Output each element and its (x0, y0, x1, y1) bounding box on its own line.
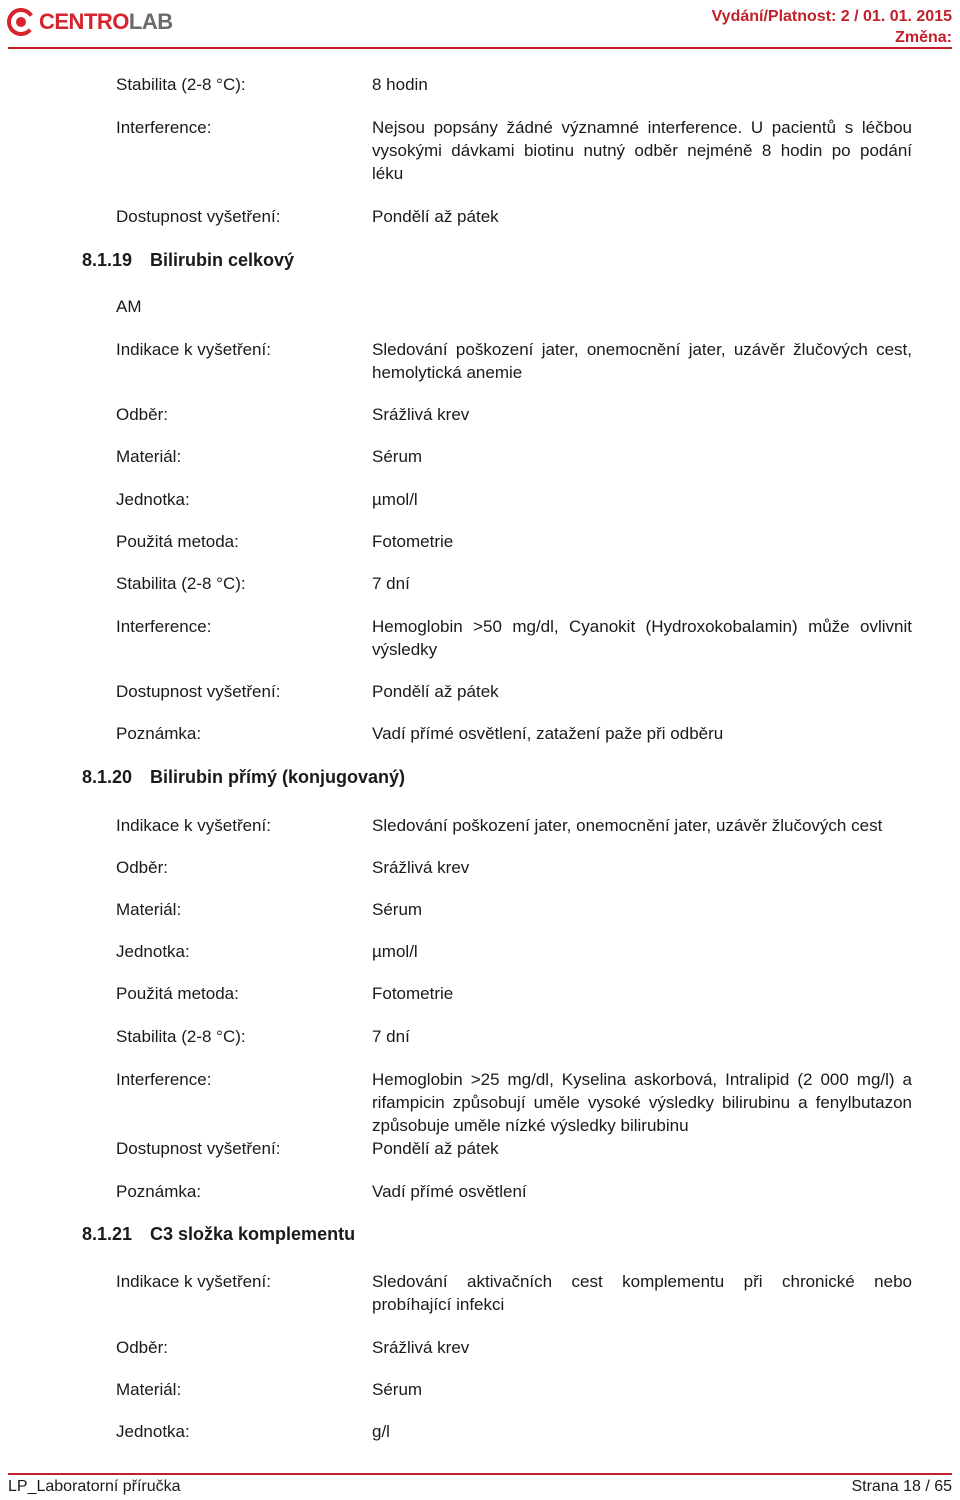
field-value (372, 814, 912, 837)
value-line: Fotometrie (372, 984, 454, 1003)
header-divider (8, 47, 952, 49)
value-line: 7 dní (372, 1027, 410, 1046)
section-subtitle: AM (116, 297, 142, 316)
value-line: Srážlivá krev (372, 858, 470, 877)
section-heading-8-1-19 (82, 248, 294, 272)
field-label: Stabilita (2-8 °C): (116, 1027, 246, 1046)
field-label: Dostupnost vyšetření: (116, 1139, 281, 1158)
value-line: 7 dní (372, 574, 410, 593)
field-value (372, 445, 912, 468)
page-header (0, 0, 960, 50)
header-issue-info (712, 6, 952, 48)
field-label: Indikace k vyšetření: (116, 816, 271, 835)
field-value (372, 898, 912, 921)
field-label: Interference: (116, 1070, 212, 1089)
value-line: Nejsou popsány žádné významné interference. U pacientů s léčbou (372, 118, 912, 137)
field-value (372, 1068, 912, 1137)
footer-page-number: Strana 18 / 65 (851, 1478, 952, 1495)
field-label: Materiál: (116, 447, 182, 466)
field-label: Odběr: (116, 1338, 168, 1357)
value-line: způsobuje uměle nízké výsledky bilirubinu (372, 1116, 689, 1135)
field-value (372, 1420, 912, 1443)
value-line: Pondělí až pátek (372, 682, 499, 701)
section-title: Bilirubin celkový (150, 250, 295, 270)
value-line: g/l (372, 1422, 390, 1441)
field-label: Poznámka: (116, 1182, 202, 1201)
section-heading-8-1-20 (82, 765, 405, 789)
value-line: µmol/l (372, 490, 418, 509)
issue-validity: Vydání/Platnost: 2 / 01. 01. 2015 (711, 8, 952, 25)
section-number: 8.1.21 (82, 1224, 133, 1244)
value-line: Sérum (372, 447, 423, 466)
value-line: Vadí přímé osvětlení, zatažení paže při odběru (372, 724, 724, 743)
section-title: Bilirubin přímý (konjugovaný) (150, 767, 406, 787)
value-line: probíhající infekci (372, 1295, 505, 1314)
field-label: Indikace k vyšetření: (116, 340, 271, 359)
field-label: Dostupnost vyšetření: (116, 682, 281, 701)
field-label: Interference: (116, 617, 212, 636)
centrolab-logo (6, 4, 173, 40)
field-label: Jednotka: (116, 490, 190, 509)
section-number: 8.1.20 (82, 767, 133, 787)
value-line: Sledování aktivačních cest komplementu při chronické nebo (372, 1272, 912, 1291)
field-label: Poznámka: (116, 724, 202, 743)
field-label: Stabilita (2-8 °C): (116, 75, 246, 94)
field-label: Odběr: (116, 858, 168, 877)
field-value (372, 856, 912, 879)
logo-mark-icon (6, 7, 36, 37)
value-line: vysokými dávkami biotinu nutný odběr nejméně 8 hodin po podání (372, 141, 912, 160)
logo-text-lab: LAB (128, 9, 173, 34)
logo-text-centro: CENTRO (39, 9, 129, 34)
value-line: Pondělí až pátek (372, 1139, 499, 1158)
value-line: léku (372, 164, 404, 183)
field-label: Materiál: (116, 1380, 182, 1399)
field-value (372, 530, 912, 553)
field-value: Pondělí až pátek (372, 207, 499, 226)
field-label: Indikace k vyšetření: (116, 1272, 271, 1291)
footer-divider (8, 1473, 952, 1475)
value-line: Sledování poškození jater, onemocnění jater, uzávěr žlučových cest, (372, 340, 912, 359)
field-value (372, 1378, 912, 1401)
value-line: Sérum (372, 1380, 423, 1399)
value-line: výsledky (372, 640, 438, 659)
field-value (372, 338, 912, 384)
field-value (372, 1180, 912, 1203)
field-label: Interference: (116, 118, 212, 137)
field-value (372, 572, 912, 595)
section-heading-8-1-21 (82, 1222, 355, 1246)
field-value (372, 1025, 912, 1048)
field-value (372, 940, 912, 963)
change-label: Změna: (895, 29, 952, 46)
value-line: Hemoglobin >50 mg/dl, Cyanokit (Hydroxokobalamin) může ovlivnit (372, 617, 912, 636)
value-line: Sledování poškození jater, onemocnění jater, uzávěr žlučových cest (372, 816, 883, 835)
value-line: Hemoglobin >25 mg/dl, Kyselina askorbová, Intralipid (2 000 mg/l) a (372, 1070, 912, 1089)
footer-document-name: LP_Laboratorní příručka (8, 1478, 181, 1495)
value-line: µmol/l (372, 942, 418, 961)
field-value (372, 488, 912, 511)
field-label: Použitá metoda: (116, 984, 239, 1003)
field-label: Materiál: (116, 900, 182, 919)
section-number: 8.1.19 (82, 250, 133, 270)
field-value (372, 116, 912, 185)
field-value (372, 1137, 912, 1160)
value-line: Vadí přímé osvětlení (372, 1182, 527, 1201)
field-value (372, 680, 912, 703)
value-line: Srážlivá krev (372, 405, 470, 424)
field-label: Dostupnost vyšetření: (116, 207, 281, 226)
field-value (372, 615, 912, 661)
value-line: Fotometrie (372, 532, 454, 551)
value-line: Srážlivá krev (372, 1338, 470, 1357)
field-value: 8 hodin (372, 75, 428, 94)
value-line: rifampicin způsobují uměle vysoké výsledky bilirubinu a fenylbutazon (372, 1093, 912, 1112)
field-value (372, 1336, 912, 1359)
field-value (372, 722, 912, 745)
field-label: Použitá metoda: (116, 532, 239, 551)
field-value (372, 403, 912, 426)
field-label: Jednotka: (116, 942, 190, 961)
field-value (372, 982, 912, 1005)
field-value (372, 1270, 912, 1316)
field-label: Jednotka: (116, 1422, 190, 1441)
field-label: Stabilita (2-8 °C): (116, 574, 246, 593)
value-line: hemolytická anemie (372, 363, 523, 382)
value-line: Sérum (372, 900, 423, 919)
section-title: C3 složka komplementu (150, 1224, 356, 1244)
field-label: Odběr: (116, 405, 168, 424)
